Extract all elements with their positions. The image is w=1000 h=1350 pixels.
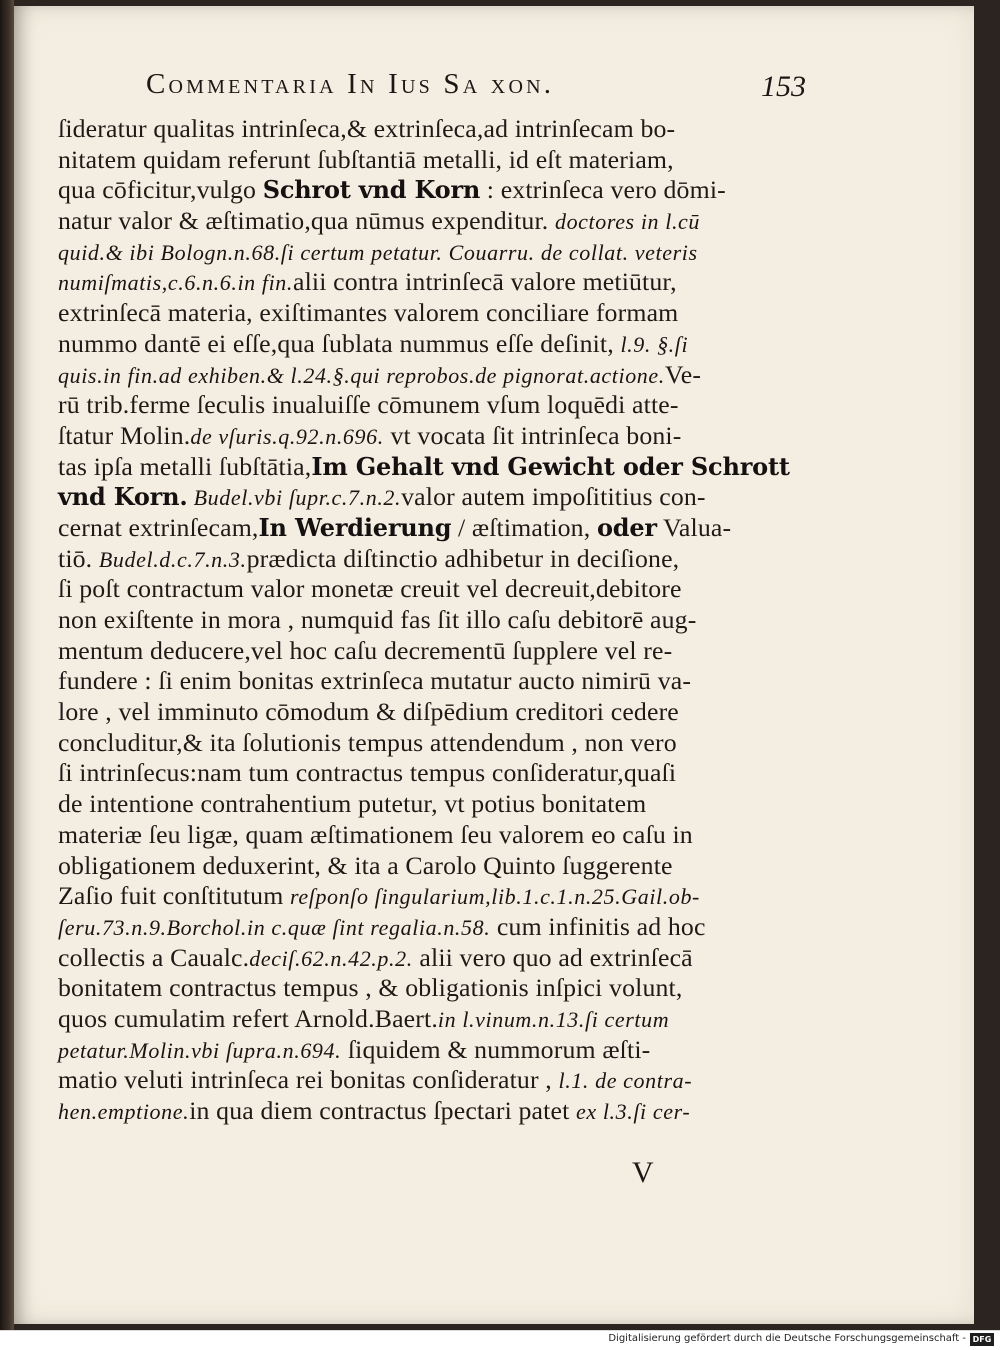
fraktur-segment: In Werdierung xyxy=(258,512,452,542)
text-line xyxy=(58,329,788,360)
text-segment: bonitatem contractus tempus , & obligationis inſpici volunt, xyxy=(58,973,683,1003)
text-segment: lore , vel imminuto cōmodum & diſpēdium creditori cedere xyxy=(58,697,679,727)
text-line xyxy=(58,421,788,452)
text-line xyxy=(58,206,788,237)
text-line xyxy=(58,175,788,206)
text-segment: ſideratur qualitas intrinſeca,& extrinſeca,ad intrinſecam bo- xyxy=(58,114,676,143)
text-segment: quos cumulatim refert Arnold.Baert. xyxy=(58,1003,438,1033)
text-line xyxy=(58,728,788,759)
text-segment: tas ipſa metalli ſubſtātia, xyxy=(58,451,312,481)
fraktur-segment: vnd Korn. xyxy=(58,482,188,512)
text-segment: cernat extrinſecam, xyxy=(58,512,259,542)
citation-segment: quid.& ibi Bologn.n.68.ſi certum petatur. Couarru. de collat. veteris xyxy=(58,239,698,265)
text-segment: collectis a Caualc. xyxy=(58,942,250,972)
text-line xyxy=(58,973,788,1004)
text-segment: alii contra intrinſecā valore metiūtur, xyxy=(293,267,677,297)
text-segment: de intentione contrahentium putetur, vt potius bonitatem xyxy=(58,789,647,819)
text-segment: materiæ ſeu ligæ, quam æſtimationem ſeu valorem eo caſu in xyxy=(58,819,693,849)
citation-segment: de vſuris.q.92.n.696. xyxy=(190,423,384,449)
text-line xyxy=(58,636,788,667)
citation-segment: numiſmatis,c.6.n.6.in fin. xyxy=(58,270,293,296)
text-segment: obligationem deduxerint, & ita a Carolo Quinto ſuggerente xyxy=(58,850,673,880)
page-header xyxy=(146,68,806,112)
text-line xyxy=(58,544,788,575)
text-segment: extrinſecā materia, exiſtimantes valorem conciliare formam xyxy=(58,298,679,328)
footer-bar xyxy=(0,1330,1000,1350)
text-segment: tiō. xyxy=(58,543,99,573)
text-line xyxy=(58,1096,788,1127)
text-segment: prædicta diſtinctio adhibetur in deciſione, xyxy=(246,543,680,573)
fraktur-segment: Im Gehalt vnd Gewicht oder Schrott xyxy=(311,451,790,481)
text-line xyxy=(58,145,788,176)
text-segment: Valua- xyxy=(656,512,732,542)
text-segment: ſtatur Molin. xyxy=(58,420,191,450)
funding-credit: Digitalisierung gefördert durch die Deutsche Forschungsgemeinschaft - xyxy=(608,1333,966,1344)
text-line xyxy=(58,513,788,544)
text-line xyxy=(58,605,788,636)
citation-segment: Budel.vbi ſupr.c.7.n.2. xyxy=(187,485,402,511)
text-line xyxy=(58,482,788,513)
text-line xyxy=(58,666,788,697)
text-segment: nummo dantē ei eſſe,qua ſublata nummus eſſe deſinit, xyxy=(58,328,621,358)
text-line xyxy=(58,881,788,912)
text-line xyxy=(58,267,788,298)
text-segment: valor autem impoſititius con- xyxy=(401,482,706,512)
text-line xyxy=(58,789,788,820)
text-line xyxy=(58,697,788,728)
text-segment: rū trib.ferme ſeculis inualuiſſe cōmunem vſum loquēdi atte- xyxy=(58,390,679,420)
text-segment: Ve- xyxy=(664,359,702,389)
text-line xyxy=(58,237,788,268)
text-line xyxy=(58,298,788,329)
text-line xyxy=(58,851,788,882)
text-segment: alii vero quo ad extrinſecā xyxy=(412,942,693,972)
book-gutter-edge xyxy=(0,0,14,1330)
citation-segment: l.9. §.ſi xyxy=(620,331,689,357)
citation-segment: petatur.Molin.vbi ſupra.n.694. xyxy=(58,1037,342,1063)
text-line xyxy=(58,390,788,421)
text-segment: in qua diem contractus ſpectari patet xyxy=(189,1096,576,1125)
text-segment: qua cōficitur,vulgo xyxy=(58,175,263,205)
running-head: Commentaria In Ius Sa xon. xyxy=(146,68,555,100)
fraktur-segment: Schrot vnd Korn xyxy=(262,175,481,205)
text-segment: natur valor & æſtimatio,qua nūmus expenditur. xyxy=(58,206,555,236)
text-segment: ſi intrinſecus:nam tum contractus tempus conſideratur,quaſi xyxy=(58,758,677,788)
citation-segment: ſeru.73.n.9.Borchol.in c.quæ ſint regalia.n.58. xyxy=(58,914,491,940)
text-line xyxy=(58,574,788,605)
citation-segment: in l.vinum.n.13.ſi certum xyxy=(437,1006,670,1032)
text-line xyxy=(58,758,788,789)
text-segment: matio veluti intrinſeca rei bonitas conſideratur , xyxy=(58,1065,559,1095)
page-number: 153 xyxy=(761,70,806,103)
citation-segment: deciſ.62.n.42.p.2. xyxy=(249,945,413,971)
citation-segment: ex l.3.ſi cer- xyxy=(576,1099,691,1124)
body-text xyxy=(58,114,788,1127)
text-line xyxy=(58,452,788,483)
text-segment: : extrinſeca vero dōmi- xyxy=(480,175,726,205)
text-line xyxy=(58,1004,788,1035)
text-line xyxy=(58,1035,788,1066)
citation-segment: doctores in l.cū xyxy=(554,209,701,235)
citation-segment: reſponſo ſingularium,lib.1.c.1.n.25.Gail.ob- xyxy=(290,884,700,910)
text-segment: Zaſio fuit conſtitutum xyxy=(58,881,291,911)
text-segment: non exiſtente in mora , numquid fas ſit illo caſu debitorē aug- xyxy=(58,605,697,634)
text-line xyxy=(58,820,788,851)
text-segment: fundere : ſi enim bonitas extrinſeca mutatur aucto nimirū va- xyxy=(58,666,692,696)
fraktur-segment: oder xyxy=(596,512,657,542)
text-line xyxy=(58,360,788,391)
text-segment: vt vocata ſit intrinſeca boni- xyxy=(383,420,682,450)
text-line xyxy=(58,1065,788,1096)
text-segment: / æſtimation, xyxy=(451,512,597,542)
text-segment: ſiquidem & nummorum æſti- xyxy=(341,1034,651,1064)
citation-segment: l.1. de contra- xyxy=(558,1068,693,1094)
text-line xyxy=(58,114,788,145)
text-segment: cum infinitis ad hoc xyxy=(490,911,706,941)
text-line xyxy=(58,943,788,974)
citation-segment: quis.in fin.ad exhiben.& l.24.§.qui reprobos.de pignorat.actione. xyxy=(58,362,665,388)
text-line xyxy=(58,912,788,943)
citation-segment: hen.emptione. xyxy=(58,1099,190,1124)
text-segment: ſi poſt contractum valor monetæ creuit vel decreuit,debitore xyxy=(58,574,682,604)
text-segment: nitatem quidam referunt ſubſtantiā metalli, id eſt materiam, xyxy=(58,144,674,174)
signature-mark: V xyxy=(632,1156,654,1189)
dfg-logo: DFG xyxy=(970,1333,994,1346)
citation-segment: Budel.d.c.7.n.3. xyxy=(98,546,247,572)
book-page xyxy=(14,6,974,1324)
text-segment: concluditur,& ita ſolutionis tempus attendendum , non vero xyxy=(58,727,677,757)
text-segment: mentum deducere,vel hoc caſu decrementū ſupplere vel re- xyxy=(58,635,673,665)
